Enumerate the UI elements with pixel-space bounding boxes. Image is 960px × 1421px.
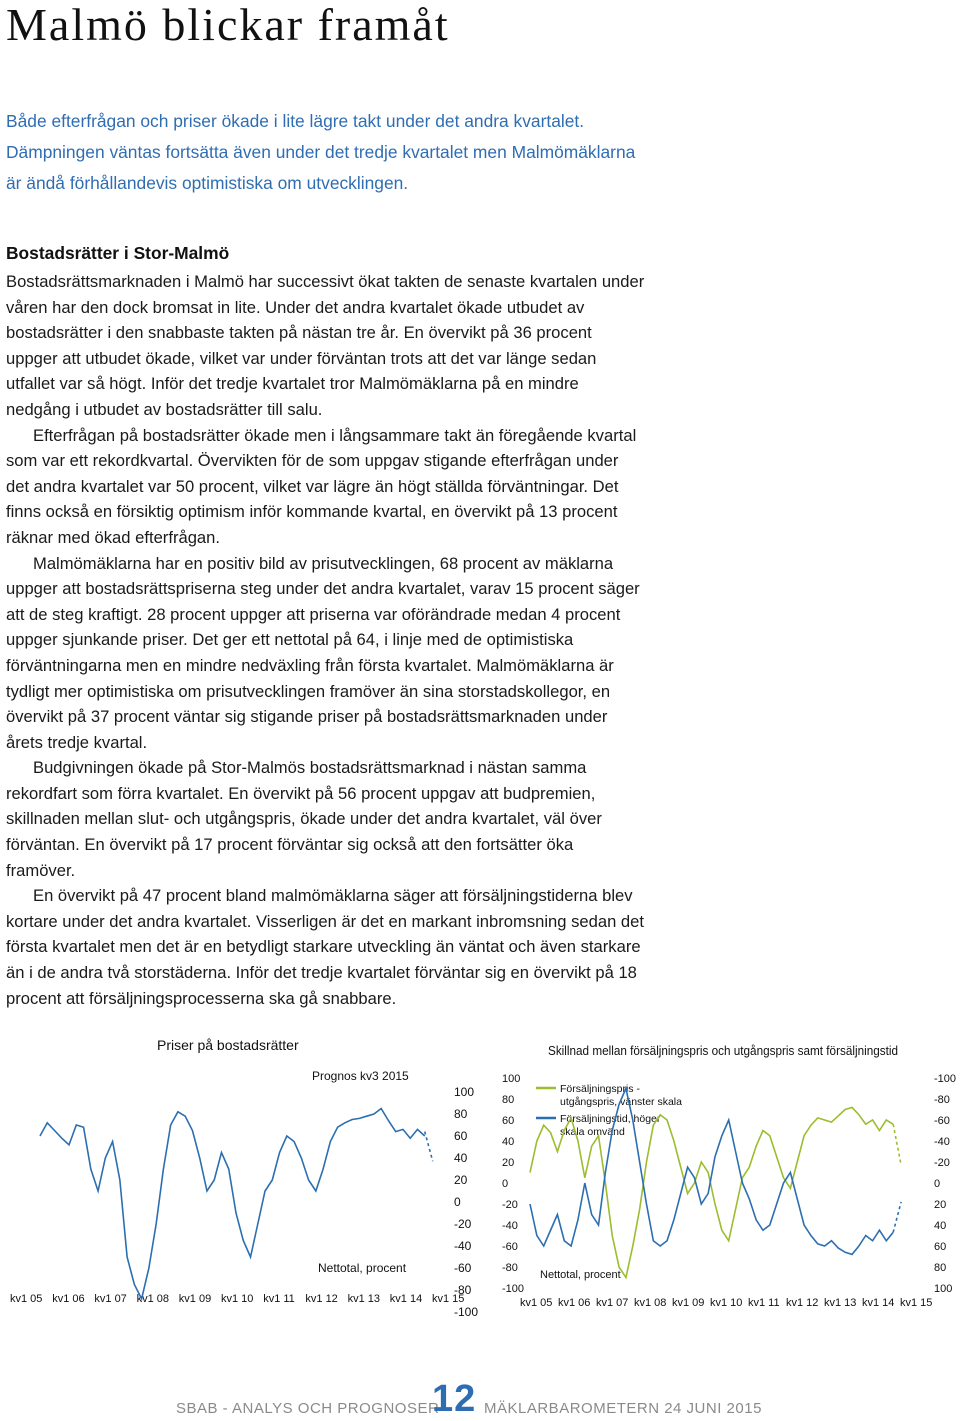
- x-tick-label: kv1 14: [389, 1293, 423, 1305]
- chart-title-line: Skillnad mellan försäljningspris och utgångspris samt försäljningstid: [548, 1043, 898, 1058]
- y-tick-right: 80: [934, 1262, 947, 1274]
- ingress: Både efterfrågan och priser ökade i lite lägre takt under det andra kvartalet. Dämpningen väntas fortsätta även under det tredje kvartalet men Malmömäklarna är ändå förhållandevis optimistiska om utvecklingen.: [6, 111, 636, 193]
- y-tick-label: 80: [454, 1107, 468, 1121]
- legend-label-line: skala omvänd: [560, 1126, 625, 1138]
- sale-diff-chart: [490, 1030, 960, 1312]
- chart-title: Priser på bostadsrätter: [157, 1037, 299, 1053]
- x-tick-label: kv1 12: [305, 1293, 338, 1305]
- y-tick-label: -60: [454, 1261, 472, 1275]
- footer-right: MÄKLARBAROMETERN 24 JUNI 2015: [484, 1400, 762, 1417]
- y-tick-left: -60: [502, 1241, 518, 1253]
- y-tick-left: 0: [502, 1178, 509, 1190]
- x-tick-label: kv1 08: [634, 1297, 667, 1309]
- y-tick-left: -100: [502, 1283, 525, 1295]
- forecast-line: [893, 1124, 901, 1165]
- paragraph: Efterfrågan på bostadsrätter ökade men i långsammare takt än föregående kvartal som var ett rekordkvartal. Övervikten för de som uppgav stigande efterfrågan under det andra kvartalet var 50 procent, vilket var lägre än högt ställda förväntningar. Det finns också en försiktig optimism inför kommande kvartal, en övervikt på 13 procent räknar med ökad efterfrågan.: [6, 425, 637, 547]
- legend-label-line: Försäljningstid, höger: [560, 1113, 661, 1125]
- y-tick-right: -100: [934, 1073, 957, 1085]
- page-number: 12: [432, 1378, 477, 1420]
- y-tick-label: 40: [454, 1151, 468, 1165]
- y-tick-left: -40: [502, 1220, 518, 1232]
- y-tick-label: -20: [454, 1217, 472, 1231]
- x-tick-label: kv1 15: [900, 1297, 933, 1309]
- footer: [0, 1380, 960, 1420]
- footer-left: SBAB - ANALYS OCH PROGNOSER: [176, 1400, 440, 1417]
- body-text: [6, 269, 646, 1011]
- x-tick-label: kv1 07: [94, 1293, 127, 1305]
- x-tick-label: kv1 14: [862, 1297, 895, 1309]
- price-chart: [2, 1030, 479, 1319]
- y-tick-left: 60: [502, 1115, 515, 1127]
- x-tick-label: kv1 11: [748, 1297, 780, 1309]
- x-tick-label: kv1 08: [136, 1293, 170, 1305]
- y-tick-right: 20: [934, 1199, 947, 1211]
- legend-label: [560, 1083, 682, 1108]
- section-heading: Bostadsrätter i Stor-Malmö: [6, 243, 230, 263]
- forecast-line: [893, 1202, 901, 1232]
- paragraph: En övervikt på 47 procent bland malmömäklarna säger att försäljningstiderna blev kortare under det andra kvartalet. Visserligen är det en markant inbromsning sedan det första kvartalet men det är en betydligt starkare utveckling än väntat och även starkare än i de andra två storstäderna. Inför det tredje kvartalet förväntar sig en övervikt på 18 procent att försäljningsprocesserna ska gå snabbare.: [6, 886, 644, 1008]
- y-tick-left: 100: [502, 1073, 521, 1085]
- y-tick-left: 40: [502, 1136, 515, 1148]
- x-tick-label: kv1 07: [596, 1297, 629, 1309]
- forecast-line: [425, 1132, 433, 1162]
- x-tick-label: kv1 09: [672, 1297, 705, 1309]
- y-tick-label: -80: [454, 1283, 472, 1297]
- x-tick-label: kv1 15: [432, 1293, 465, 1305]
- y-tick-label: -40: [454, 1239, 472, 1253]
- y-tick-label: 20: [454, 1173, 468, 1187]
- y-tick-right: -20: [934, 1157, 950, 1169]
- x-tick-label: kv1 05: [520, 1297, 553, 1309]
- x-tick-label: kv1 13: [824, 1297, 857, 1309]
- y-tick-right: -80: [934, 1094, 950, 1106]
- y-tick-label: 0: [454, 1195, 461, 1209]
- x-tick-label: kv1 10: [710, 1297, 743, 1309]
- legend-label-line: utgångspris, vänster skala: [560, 1096, 682, 1108]
- y-tick-left: 20: [502, 1157, 515, 1169]
- ylabel: Nettotal, procent: [540, 1269, 621, 1281]
- y-tick-left: -80: [502, 1262, 518, 1274]
- y-tick-right: -60: [934, 1115, 950, 1127]
- x-tick-label: kv1 12: [786, 1297, 819, 1309]
- forecast-label: Prognos kv3 2015: [312, 1069, 409, 1083]
- chart-title: [548, 1043, 898, 1058]
- y-tick-right: 100: [934, 1283, 953, 1295]
- y-tick-left: -20: [502, 1199, 518, 1211]
- x-tick-label: kv1 06: [558, 1297, 591, 1309]
- y-tick-right: 60: [934, 1241, 947, 1253]
- legend-label-line: Försäljningspris -: [560, 1083, 640, 1095]
- x-tick-label: kv1 11: [263, 1293, 295, 1305]
- y-tick-label: -100: [454, 1305, 479, 1319]
- ylabel: Nettotal, procent: [318, 1261, 407, 1275]
- y-tick-label: 100: [454, 1085, 475, 1099]
- y-tick-right: 40: [934, 1220, 947, 1232]
- price-chart-svg: [2, 1030, 479, 1319]
- x-tick-label: kv1 10: [221, 1293, 254, 1305]
- y-tick-left: 80: [502, 1094, 515, 1106]
- sale-diff-chart-svg: [490, 1030, 960, 1312]
- y-tick-label: 60: [454, 1129, 468, 1143]
- x-tick-label: kv1 13: [347, 1293, 381, 1305]
- x-tick-label: kv1 09: [178, 1293, 212, 1305]
- x-tick-label: kv1 05: [10, 1293, 43, 1305]
- y-tick-right: 0: [934, 1178, 941, 1190]
- paragraph: Budgivningen ökade på Stor-Malmös bostadsrättsmarknad i nästan samma rekordfart som förra kvartalet. En övervikt på 56 procent uppgav att budpremien, skillnaden mellan slut- och utgångspris, ökade under det andra kvartalet, väl över förväntan. En övervikt på 17 procent förväntar sig också att den fortsätter öka framöver.: [6, 758, 602, 880]
- x-tick-label: kv1 06: [52, 1293, 85, 1305]
- y-tick-right: -40: [934, 1136, 950, 1148]
- page-title: Malmö blickar framåt: [6, 0, 450, 50]
- paragraph: Bostadsrättsmarknaden i Malmö har successivt ökat takten de senaste kvartalen under våren har den dock bromsat in lite. Under det andra kvartalet ökade utbudet av bostadsrätter i den snabbaste takten på nästan tre år. En övervikt på 36 procent uppger att utbudet ökade, vilket var under förväntan trots att det var länge sedan utfallet var så högt. Inför det tredje kvartalet tror Malmömäklarna på en mindre nedgång i utbudet av bostadsrätter till salu.: [6, 272, 645, 419]
- paragraph: Malmömäklarna har en positiv bild av prisutvecklingen, 68 procent av mäklarna uppger att bostadsrättspriserna steg under det andra kvartalet, varav 15 procent säger att de steg kraftigt. 28 procent uppger att priserna var oförändrade medan 4 procent uppger sjunkande priser. Det ger ett nettotal på 64, i linje med de optimistiska förväntningarna men en mindre nedväxling från första kvartalet. Malmömäklarna är tydligt mer optimistiska om prisutvecklingen framöver än sina storstadskollegor, en övervikt på 37 procent väntar sig stigande priser på bostadsrättsmarknaden under årets tredje kvartal.: [6, 553, 640, 752]
